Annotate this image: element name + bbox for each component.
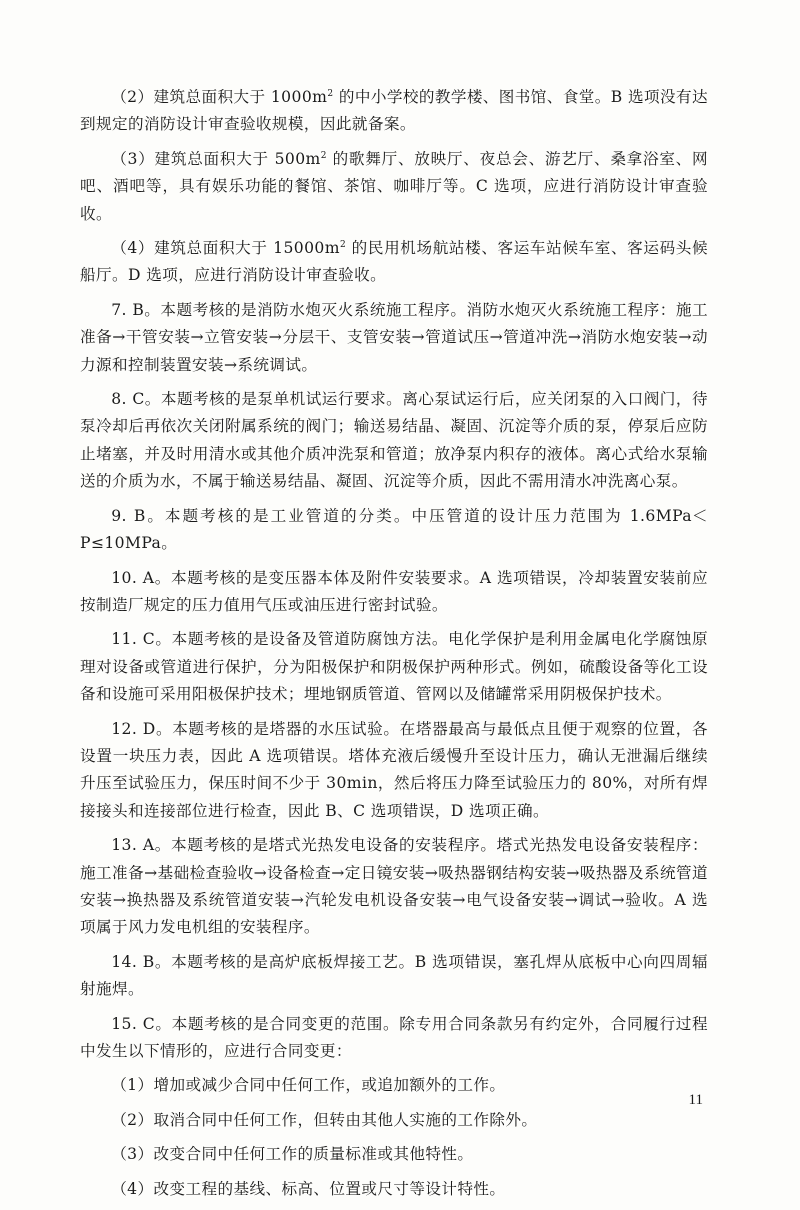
answer-14: 14. B。本题考核的是高炉底板焊接工艺。B 选项错误，塞孔焊从底板中心向四周辐射施焊。 [80,952,708,999]
page-number: 11 [688,1092,703,1108]
answer-9: 9. B。本题考核的是工业管道的分类。中压管道的设计压力范围为 1.6MPa＜P≤10MPa。 [80,506,708,553]
change-item-2: （2）取消合同中任何工作，但转由其他人实施的工作除外。 [111,1110,538,1129]
change-item-3: （3）改变合同中任何工作的质量标准或其他特性。 [111,1145,474,1164]
answer-explanations [80,84,708,1210]
answer-10: 10. A。本题考核的是变压器本体及附件安装要求。A 选项错误，冷却装置安装前应按制造厂规定的压力值用气压或油压进行密封试验。 [80,568,708,614]
paragraph-item-4: （4）建筑总面积大于 $15000m^2$ 的民用机场航站楼、客运车站候车室、客运码头候船厅。D 选项，应进行消防设计审查验收。 [80,239,708,285]
answer-13: 13. A。本题考核的是塔式光热发电设备的安装程序。塔式光热发电设备安装程序：施工准备→基础检查验收→设备检查→定日镜安装→吸热器钢结构安装→吸热器及系统管道安装→换热器及系统管道安装→汽轮发电机设备安装→电气设备安装→调试→验收。A 选项属于风力发电机组的安装程序。 [80,836,708,937]
answer-12: 12. D。本题考核的是塔器的水压试验。在塔器最高与最低点且便于观察的位置，各设置一块压力表，因此 A 选项错误。塔体充液后缓慢升至设计压力，确认无泄漏后继续升压至试验压力，保压时间不少于 30min，然后将压力降至试验压力的 80%，对所有焊接接头和连接部位进行检查，因此 B、C 选项错误，D 选项正确。 [80,719,708,820]
answer-15: 15. C。本题考核的是合同变更的范围。除专用合同条款另有约定外，合同履行过程中发生以下情形的，应进行合同变更： [80,1014,708,1060]
answer-11: 11. C。本题考核的是设备及管道防腐蚀方法。电化学保护是利用金属电化学腐蚀原理对设备或管道进行保护，分为阳极保护和阴极保护两种形式。例如，硫酸设备等化工设备和设施可采用阳极保护技术；埋地钢质管道、管网以及储罐常采用阴极保护技术。 [80,630,708,704]
paragraph-item-3: （3）建筑总面积大于 $500m^2$ 的歌舞厅、放映厅、夜总会、游艺厅、桑拿浴室、网吧、酒吧等，具有娱乐功能的餐馆、茶馆、咖啡厅等。C 选项，应进行消防设计审查验收。 [80,149,708,223]
change-item-1: （1）增加或减少合同中任何工作，或追加额外的工作。 [111,1076,506,1095]
paragraph-item-2: （2）建筑总面积大于 $1000m^2$ 的中小学校的教学楼、图书馆、食堂。B 选项没有达到规定的消防设计审查验收规模，因此就备案。 [80,88,708,134]
answer-8: 8. C。本题考核的是泵单机试运行要求。离心泵试运行后，应关闭泵的入口阀门，待泵冷却后再依次关闭附属系统的阀门；输送易结晶、凝固、沉淀等介质的泵，停泵后应防止堵塞，并及时用清水或其他介质冲洗泵和管道；放净泵内积存的液体。离心式给水泵输送的介质为水，不属于输送易结晶、凝固、沉淀等介质，因此不需用清水冲洗离心泵。 [80,390,708,491]
change-item-4: （4）改变工程的基线、标高、位置或尺寸等设计特性。 [111,1179,506,1198]
answer-7: 7. B。本题考核的是消防水炮灭火系统施工程序。消防水炮灭火系统施工程序：施工准备→干管安装→立管安装→分层干、支管安装→管道试压→管道冲洗→消防水炮安装→动力源和控制装置安装→系统调试。 [80,300,708,374]
